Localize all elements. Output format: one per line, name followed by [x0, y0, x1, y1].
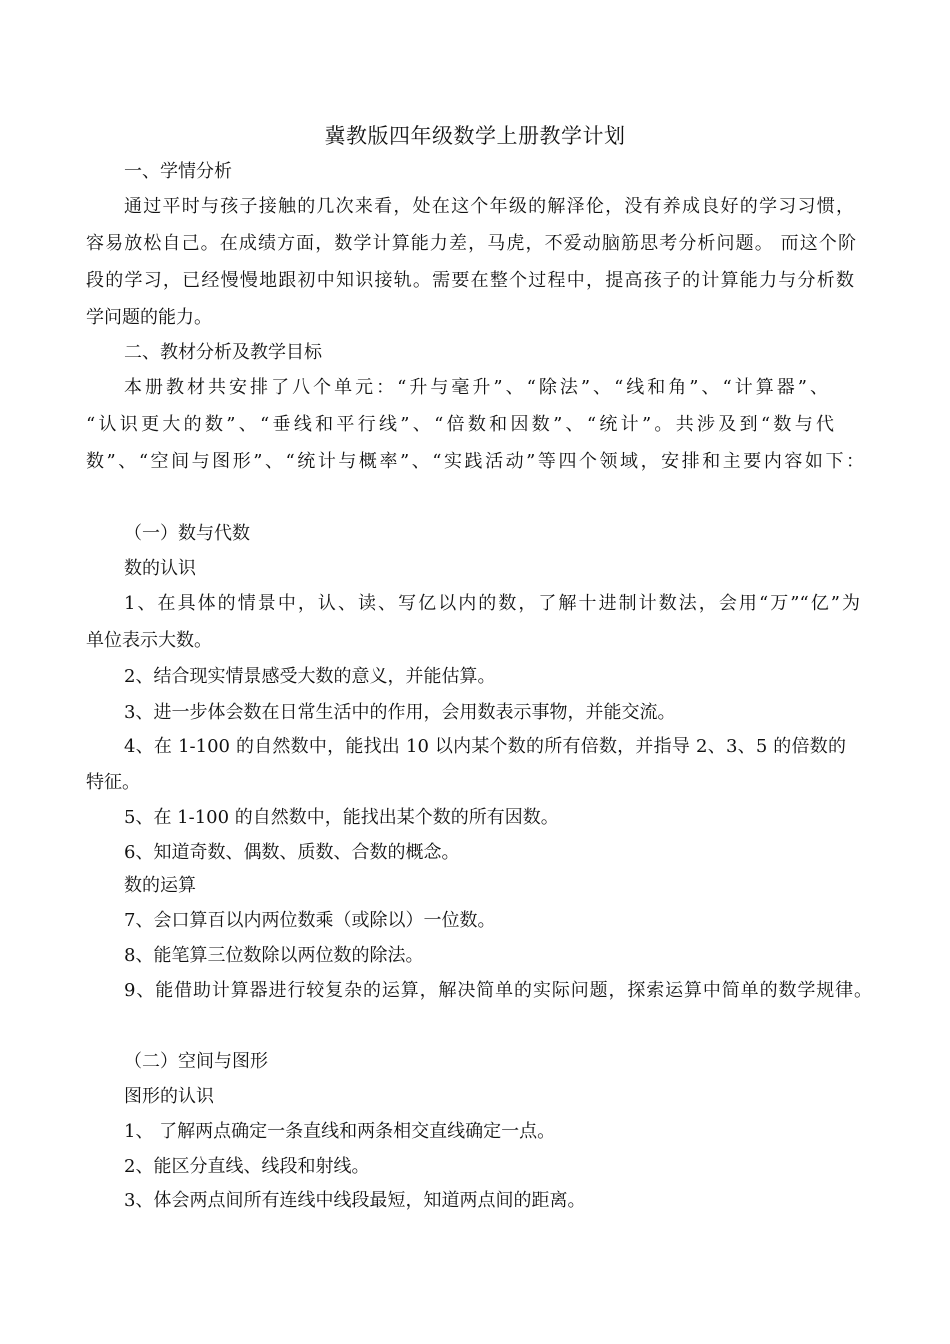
paragraph-line: 段的学习，已经慢慢地跟初中知识接轨。需要在整个过程中，提高孩子的计算能力与分析数: [86, 270, 854, 291]
topic-heading-shape-recognition: 图形的认识: [124, 1086, 214, 1107]
paragraph-line: 容易放松自己。在成绩方面，数学计算能力差，马虎，不爱动脑筋思考分析问题。 而这个阶: [86, 233, 856, 254]
list-item: 3、体会两点间所有连线中线段最短，知道两点间的距离。: [124, 1190, 586, 1211]
subsection-heading-number-algebra: （一）数与代数: [124, 523, 250, 544]
paragraph-line: 通过平时与孩子接触的几次来看，处在这个年级的解泽伦，没有养成良好的学习习惯，: [124, 196, 854, 217]
list-item: 6、知道奇数、偶数、质数、合数的概念。: [124, 842, 460, 863]
list-item: 8、能笔算三位数除以两位数的除法。: [124, 945, 424, 966]
paragraph-line: 学问题的能力。: [86, 307, 212, 328]
list-item-continuation: 单位表示大数。: [86, 630, 212, 651]
list-item-continuation: 特征。: [86, 772, 140, 793]
topic-heading-number-recognition: 数的认识: [124, 558, 196, 579]
list-item: 2、能区分直线、线段和射线。: [124, 1156, 370, 1177]
list-item: 1、在具体的情景中，认、读、写亿以内的数，了解十进制计数法，会用“万”“亿”为: [124, 593, 860, 614]
list-item: 9、能借助计算器进行较复杂的运算，解决简单的实际问题，探索运算中简单的数学规律。: [124, 980, 872, 1001]
list-item: 7、会口算百以内两位数乘（或除以）一位数。: [124, 910, 496, 931]
list-item: 1、 了解两点确定一条直线和两条相交直线确定一点。: [124, 1121, 556, 1142]
list-item: 3、进一步体会数在日常生活中的作用，会用数表示事物，并能交流。: [124, 702, 676, 723]
list-item: 5、在 1-100 的自然数中，能找出某个数的所有因数。: [124, 807, 559, 828]
paragraph-line: “认识更大的数”、“垂线和平行线”、“倍数和因数”、“统计”。共涉及到“数与代: [86, 414, 834, 435]
paragraph-line: 本册教材共安排了八个单元：“升与毫升”、“除法”、“线和角”、“计算器”、: [124, 377, 828, 398]
section-heading-textbook-analysis: 二、教材分析及教学目标: [124, 342, 322, 363]
list-item: 4、在 1-100 的自然数中，能找出 10 以内某个数的所有倍数，并指导 2、3、5 的倍数的: [124, 736, 846, 757]
document-title: 冀教版四年级数学上册教学计划: [324, 124, 626, 148]
paragraph-line: 数”、“空间与图形”、“统计与概率”、“实践活动”等四个领域，安排和主要内容如下：: [86, 451, 864, 472]
subsection-heading-space-shape: （二）空间与图形: [124, 1051, 268, 1072]
list-item: 2、结合现实情景感受大数的意义，并能估算。: [124, 666, 496, 687]
topic-heading-number-operations: 数的运算: [124, 875, 196, 896]
section-heading-student-analysis: 一、学情分析: [124, 161, 232, 182]
